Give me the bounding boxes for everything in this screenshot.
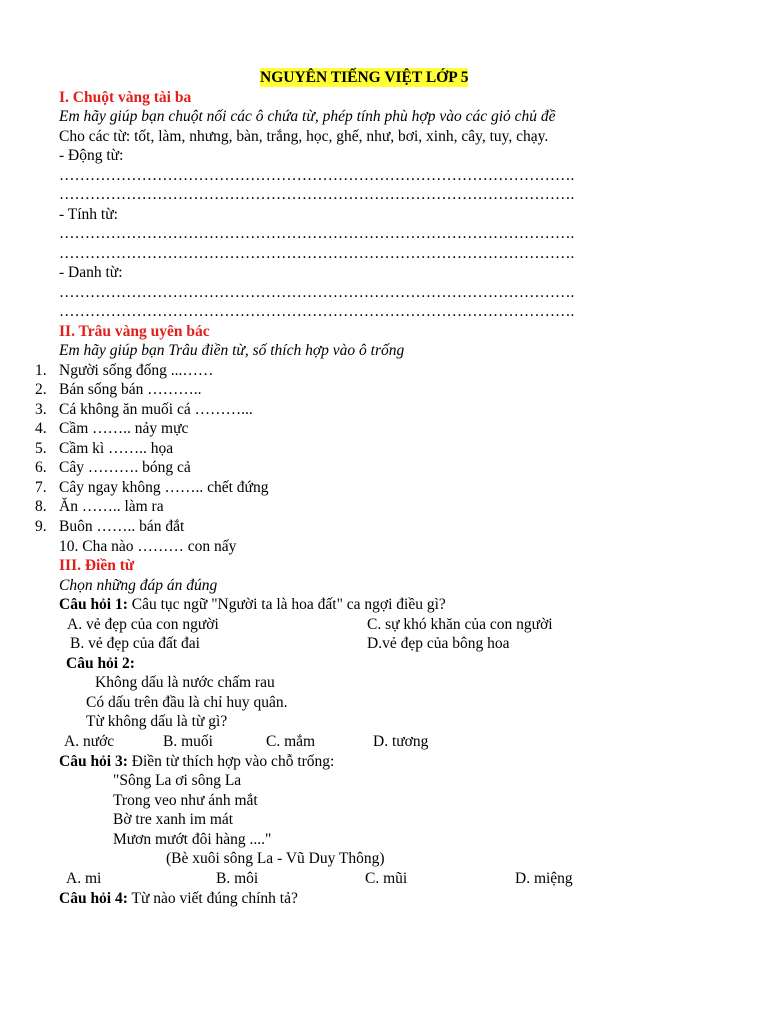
poem-line: Mươn mướt đôi hàng ...." bbox=[113, 831, 272, 848]
option-b: B. muối bbox=[163, 733, 213, 750]
answer-line: ………………………………………………………………………………………. bbox=[59, 186, 575, 203]
option-b: B. môi bbox=[216, 870, 259, 887]
list-item: Bán sống bán ……….. bbox=[59, 381, 202, 398]
list-item-number: 7. bbox=[35, 479, 47, 496]
question-label: Câu hỏi 1: bbox=[59, 596, 128, 613]
riddle-line: Từ không dấu là từ gì? bbox=[86, 713, 228, 730]
option-c: C. sự khó khăn của con người bbox=[367, 616, 553, 633]
section3-heading: III. Điền từ bbox=[59, 557, 135, 574]
list-item-number: 2. bbox=[35, 381, 47, 398]
riddle-line: Không dấu là nước chấm rau bbox=[95, 674, 275, 691]
list-item-number: 8. bbox=[35, 498, 47, 515]
section1-words: Cho các từ: tốt, làm, nhưng, bàn, trắng, học, ghế, như, bơi, xinh, cây, tuy, chạy. bbox=[59, 128, 549, 145]
option-d: D. miệng bbox=[515, 870, 573, 887]
category-verb: - Động từ: bbox=[59, 147, 124, 164]
list-item: Cầm kì …….. họa bbox=[59, 440, 174, 457]
category-adjective: - Tính từ: bbox=[59, 206, 118, 223]
list-item: Buôn …….. bán đắt bbox=[59, 518, 185, 535]
answer-line: ………………………………………………………………………………………. bbox=[59, 225, 575, 242]
section3-instruction: Chọn những đáp án đúng bbox=[59, 577, 218, 594]
list-item: Người sống đống ...…… bbox=[59, 362, 214, 379]
answer-line: ………………………………………………………………………………………. bbox=[59, 303, 575, 320]
list-item-number: 5. bbox=[35, 440, 47, 457]
section1-heading: I. Chuột vàng tài ba bbox=[59, 89, 192, 106]
list-item: Cá không ăn muối cá ………... bbox=[59, 401, 253, 418]
list-item: Cầm …….. nảy mực bbox=[59, 420, 189, 437]
section1-instruction: Em hãy giúp bạn chuột nối các ô chứa từ, phép tính phù hợp vào các giỏ chủ đề bbox=[59, 108, 556, 125]
poem-source: (Bè xuôi sông La - Vũ Duy Thông) bbox=[166, 850, 385, 867]
list-item: 10. Cha nào ……… con nấy bbox=[59, 538, 237, 555]
question-3 bbox=[59, 752, 334, 771]
riddle-line: Có dấu trên đầu là chỉ huy quân. bbox=[86, 694, 288, 711]
list-item-number: 4. bbox=[35, 420, 47, 437]
section2-instruction: Em hãy giúp bạn Trâu điền từ, số thích hợp vào ô trống bbox=[59, 342, 405, 359]
question-text: Điền từ thích hợp vào chỗ trống: bbox=[127, 753, 335, 770]
option-a: A. vẻ đẹp của con người bbox=[67, 616, 219, 633]
list-item-number: 1. bbox=[35, 362, 47, 379]
list-item-number: 6. bbox=[35, 459, 47, 476]
question-2-label: Câu hỏi 2: bbox=[66, 655, 135, 672]
option-d: D.vẻ đẹp của bông hoa bbox=[367, 635, 510, 652]
answer-line: ………………………………………………………………………………………. bbox=[59, 245, 575, 262]
page-title: NGUYÊN TIẾNG VIỆT LỚP 5 bbox=[260, 69, 469, 86]
question-label: Câu hỏi 3: bbox=[59, 753, 128, 770]
section2-heading: II. Trâu vàng uyên bác bbox=[59, 323, 210, 340]
option-d: D. tương bbox=[373, 733, 429, 750]
question-text: Từ nào viết đúng chính tả? bbox=[127, 890, 298, 907]
answer-line: ………………………………………………………………………………………. bbox=[59, 167, 575, 184]
answer-line: ………………………………………………………………………………………. bbox=[59, 284, 575, 301]
option-a: A. nước bbox=[64, 733, 115, 750]
question-text: Câu tục ngữ "Người ta là hoa đất" ca ngợi điều gì? bbox=[127, 596, 446, 613]
option-c: C. mắm bbox=[266, 733, 316, 750]
question-1 bbox=[59, 595, 446, 614]
question-label: Câu hỏi 4: bbox=[59, 890, 128, 907]
option-c: C. mũi bbox=[365, 870, 408, 887]
option-a: A. mi bbox=[66, 870, 102, 887]
list-item-number: 9. bbox=[35, 518, 47, 535]
poem-line: "Sông La ơi sông La bbox=[113, 772, 242, 789]
category-noun: - Danh từ: bbox=[59, 264, 123, 281]
list-item: Cây ngay không …….. chết đứng bbox=[59, 479, 269, 496]
list-item-number: 3. bbox=[35, 401, 47, 418]
poem-line: Trong veo như ánh mắt bbox=[113, 792, 258, 809]
question-4 bbox=[59, 889, 298, 908]
list-item: Ăn …….. làm ra bbox=[59, 498, 164, 515]
poem-line: Bờ tre xanh im mát bbox=[113, 811, 234, 828]
list-item: Cây ………. bóng cả bbox=[59, 459, 191, 476]
option-b: B. vẻ đẹp của đất đai bbox=[70, 635, 200, 652]
